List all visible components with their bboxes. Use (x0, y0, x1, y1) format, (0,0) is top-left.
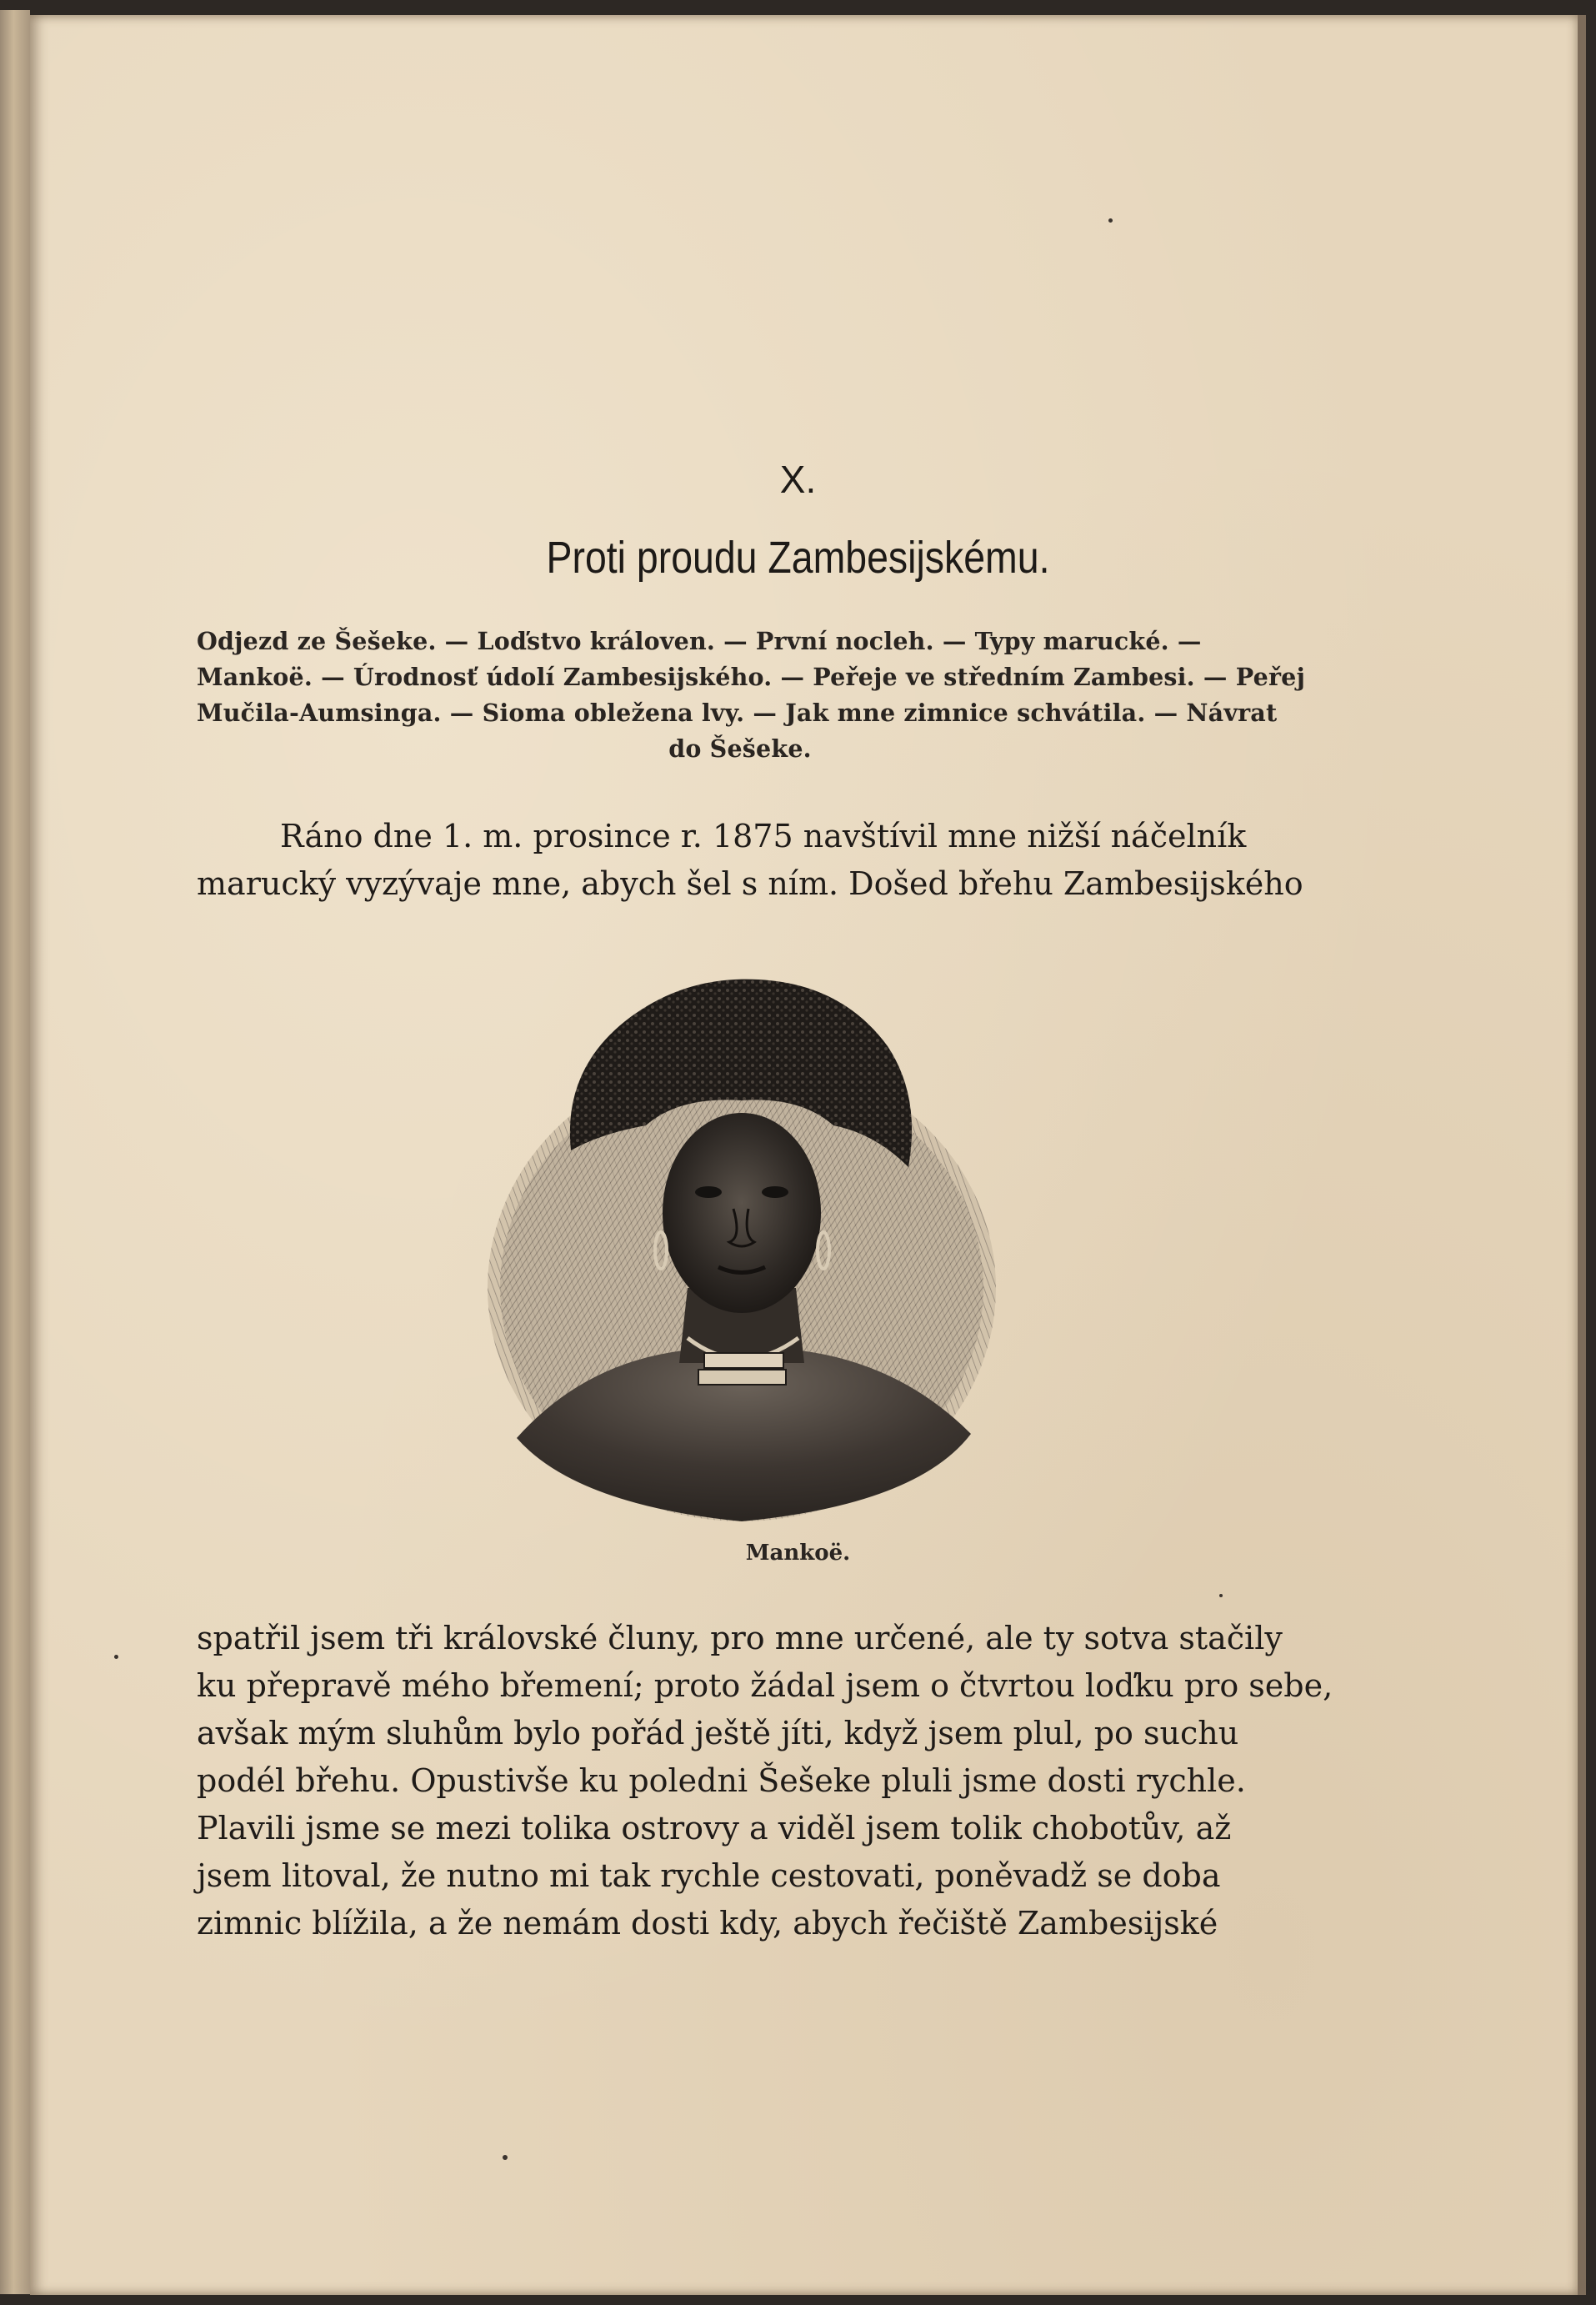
ink-speck (1219, 1594, 1223, 1597)
text-line: jsem litoval, že nutno mi tak rychle cestovati, poněvadž se doba (197, 1857, 1221, 1894)
portrait-illustration (483, 971, 1000, 1526)
text-line: ku přepravě mého břemení; proto žádal jsem o čtvrtou loďku pro sebe, (197, 1667, 1333, 1704)
page-right-edge (1578, 15, 1586, 2295)
text-line: podél břehu. Opustivše ku poledni Šešeke pluli jsme dosti rychle. (197, 1762, 1246, 1799)
ink-speck (503, 2155, 508, 2160)
summary-line: Mučila-Aumsinga. — Sioma obležena lvy. — Jak mne zimnice schvátila. — Návrat (197, 699, 1278, 727)
opening-paragraph (197, 813, 1303, 908)
text-line: zimnic blížila, a že nemám dosti kdy, abych řečiště Zambesijské (197, 1905, 1218, 1942)
face (663, 1113, 821, 1313)
text-line: Ráno dne 1. m. prosince r. 1875 navštívil mne nižší náčelník (280, 818, 1247, 854)
summary-line: Odjezd ze Šešeke. — Loďstvo královen. — První nocleh. — Typy marucké. — (197, 627, 1202, 655)
chapter-number: X. (779, 458, 817, 501)
continuation-paragraph (197, 1615, 1333, 1947)
ink-speck (1108, 218, 1113, 223)
ink-speck (114, 1655, 118, 1659)
illustration-caption: Mankoë. (745, 1541, 851, 1566)
chapter-title: Proti proudu Zambesijskému. (546, 533, 1050, 583)
chapter-summary (197, 624, 1306, 767)
text-line: avšak mým sluhům bylo pořád ještě jíti, když jsem plul, po suchu (197, 1715, 1239, 1751)
summary-line: do Šešeke. (668, 734, 812, 763)
previous-page-edge (0, 10, 30, 2294)
text-line: marucký vyzývaje mne, abych šel s ním. Došed břehu Zambesijského (197, 865, 1303, 902)
text-line: Plavili jsme se mezi tolika ostrovy a viděl jsem tolik chobotův, až (197, 1810, 1232, 1847)
summary-line: Mankoë. — Úrodnosť údolí Zambesijského. — Peřeje ve středním Zambesi. — Peřej (197, 663, 1306, 691)
text-line: spatřil jsem tři královské čluny, pro mne určené, ale ty sotva stačily (197, 1620, 1283, 1656)
